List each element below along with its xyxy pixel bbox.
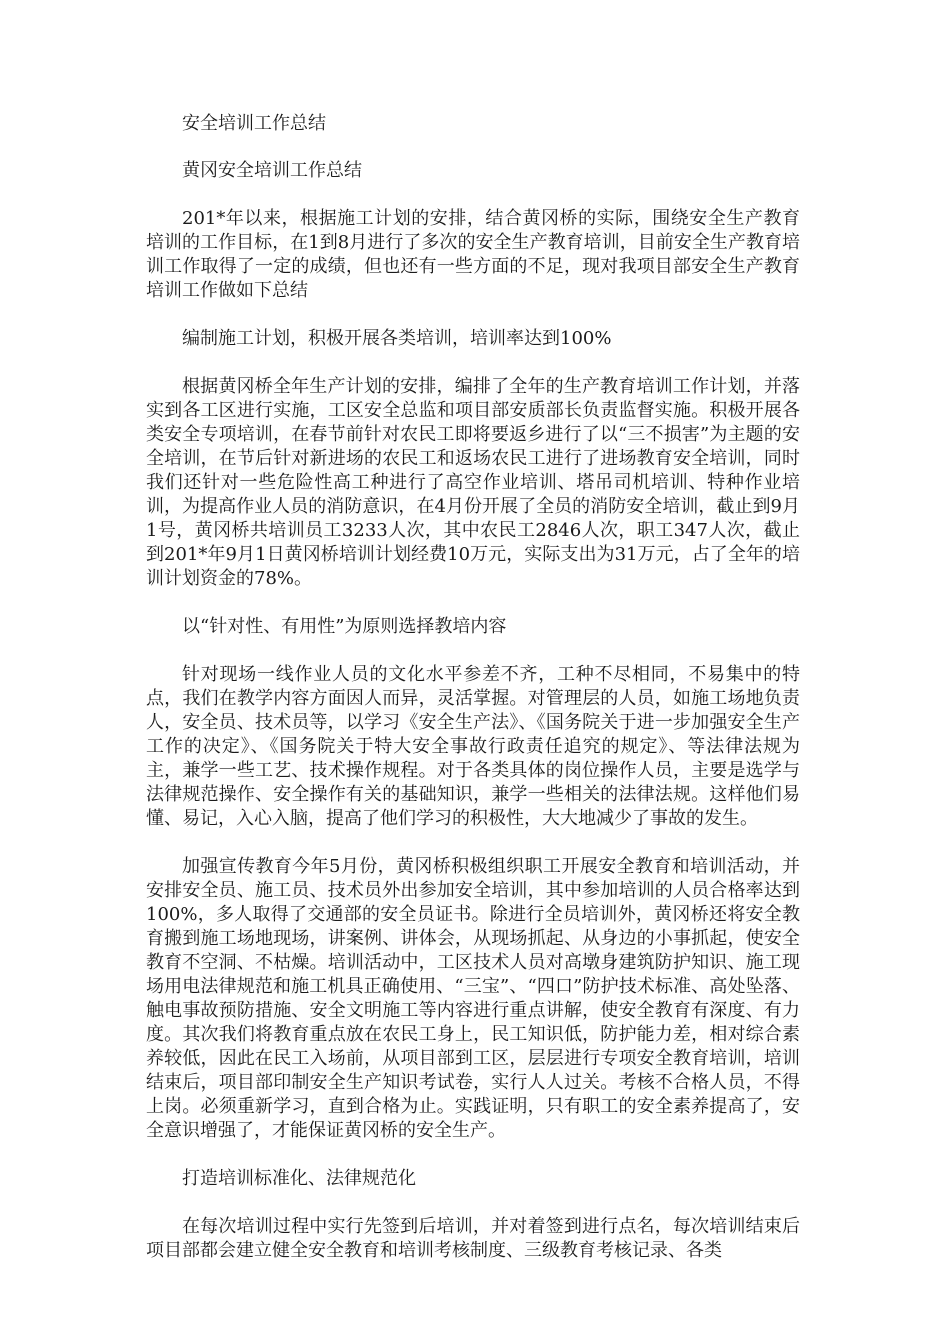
intro-paragraph: 201*年以来，根据施工计划的安排，结合黄冈桥的实际，围绕安全生产教育培训的工作目标，在1到8月进行了多次的安全生产教育培训，目前安全生产教育培训工作取得了一定的成绩，但也还有一些方面的不足，现对我项目部安全生产教育培训工作做如下总结 [146,208,800,301]
document-page [146,112,800,1263]
document-subtitle: 黄冈安全培训工作总结 [182,160,362,181]
body-paragraph-standardization: 在每次培训过程中实行先签到后培训，并对着签到进行点名，每次培训结束后项目部都会建立健全安全教育和培训考核制度、三级教育考核记录、各类 [146,1216,800,1261]
body-paragraph-publicity: 加强宣传教育今年5月份，黄冈桥积极组织职工开展安全教育和培训活动，并安排安全员、施工员、技术员外出参加安全培训，其中参加培训的人员合格率达到100%，多人取得了交通部的安全员证书。除进行全员培训外，黄冈桥还将安全教育搬到施工场地现场，讲案例、讲体会，从现场抓起、从身边的小事抓起，使安全教育不空洞、不枯燥。培训活动中，工区技术人员对高墩身建筑防护知识、施工现场用电法律规范和施工机具正确使用、“三宝”、“四口”防护技术标准、高处坠落、触电事故预防措施、安全文明施工等内容进行重点讲解，使安全教育有深度、有力度。其次我们将教育重点放在农民工身上，民工知识低，防护能力差，相对综合素养较低，因此在民工入场前，从项目部到工区，层层进行专项安全教育培训，培训结束后，项目部印制安全生产知识考试卷，实行人人过关。考核不合格人员，不得上岗。必须重新学习，直到合格为止。实践证明，只有职工的安全素养提高了，安全意识增强了，才能保证黄冈桥的安全生产。 [146,856,800,1141]
section-heading-plan: 编制施工计划，积极开展各类培训，培训率达到100% [182,328,612,349]
body-paragraph-content: 针对现场一线作业人员的文化水平参差不齐，工种不尽相同，不易集中的特点，我们在教学内容方面因人而异，灵活掌握。对管理层的人员，如施工场地负责人，安全员、技术员等，以学习《安全生产法》、《国务院关于进一步加强安全生产工作的决定》、《国务院关于特大安全事故行政责任追究的规定》、等法律法规为主，兼学一些工艺、技术操作规程。对于各类具体的岗位操作人员，主要是选学与法律规范操作、安全操作有关的基础知识，兼学一些相关的法律法规。这样他们易懂、易记，入心入脑，提高了他们学习的积极性，大大地减少了事故的发生。 [146,664,800,829]
section-heading-content: 以“针对性、有用性”为原则选择教培内容 [182,616,507,637]
document-title: 安全培训工作总结 [182,113,326,134]
section-heading-standardization: 打造培训标准化、法律规范化 [182,1168,416,1189]
body-paragraph-plan: 根据黄冈桥全年生产计划的安排，编排了全年的生产教育培训工作计划，并落实到各工区进行实施，工区安全总监和项目部安质部长负责监督实施。积极开展各类安全专项培训，在春节前针对农民工即将要返乡进行了以“三不损害”为主题的安全培训，在节后针对新进场的农民工和返场农民工进行了进场教育安全培训，同时我们还针对一些危险性高工种进行了高空作业培训、塔吊司机培训、特种作业培训，为提高作业人员的消防意识，在4月份开展了全员的消防安全培训，截止到9月1号，黄冈桥共培训员工3233人次，其中农民工2846人次，职工347人次，截止到201*年9月1日黄冈桥培训计划经费10万元，实际支出为31万元，占了全年的培训计划资金的78%。 [146,376,800,589]
